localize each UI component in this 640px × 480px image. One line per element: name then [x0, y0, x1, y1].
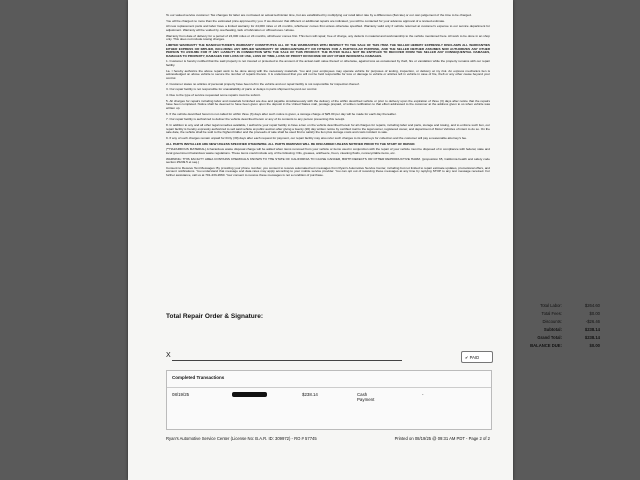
footer-printed-info: Printed on 08/19/25 @ 09:31 AM PDT - Page 2 of 2 [394, 436, 490, 441]
completed-transactions [166, 370, 492, 430]
transactions-heading: Completed Transactions [167, 371, 491, 388]
signature-mark: X [166, 352, 171, 359]
totals-label: BALANCE DUE: [530, 343, 562, 348]
terms-paragraph: 2. Customer states no articles of personal property have been left in the vehicle and our repair facility is not responsible for inspection thereof. [166, 81, 360, 86]
terms-paragraph: 1. Customer is hereby notified that the said property is not insured or protected to the amount of the actual cash value thereof or otherwise, against loss as occasioned by theft, fire or vandalism while the property remains with our repair facility. [166, 59, 490, 67]
totals-row [383, 302, 600, 310]
terms-paragraph: Warranty from date of delivery for a period of 24,000 miles or 24 months, whichever comes first. This item will repair, free of charge, any defects in material and workmanship to the vehicle mentioned here. All work to be done in an shop only. This does not include towing charges. [166, 33, 490, 42]
totals-value: -$26.46 [585, 319, 600, 324]
terms-paragraph: 3. Our repair facility is not responsible for unavailability of parts or delays in parts shipment beyond our control. [166, 87, 318, 92]
document-page [128, 0, 600, 480]
terms-paragraph: 5. All charges for repairs including labor and materials furnished are due and payable simultaneously with the delivery of the within described vehicle or prior to delivery upon the expiration of three (3) days after notice that the repairs have been completed. Notice shall be deemed to have been given upon the deposit in the United States mail, postage prepaid, of written notification to that effect addressed to the customer at the address given to us when vehicle was written up. [166, 98, 490, 110]
totals-label: Subtotal: [543, 327, 562, 332]
transaction-amount: $238.14 [302, 392, 318, 397]
totals-label: Grand Total: [537, 335, 562, 340]
paid-badge: ✔ PAID [461, 351, 493, 363]
totals-value: $0.00 [589, 311, 600, 316]
terms-paragraph: 6. If the vehicle described herein is not called for within three (3) days after such notice is given, a storage charge of $25.00 per day will be made for each day thereafter. [166, 111, 397, 116]
totals-row [383, 326, 600, 334]
terms-paragraph: 9. If any of such charges remain unpaid for thirty (30) days after each request for payment, our repair facility may also refer such charges to its attorneys for collection and the customer will pay a reasonable attorney's fee. [166, 135, 468, 140]
redacted-field [232, 392, 267, 397]
terms-section [166, 14, 490, 180]
terms-paragraph: All new replacement parts and labor have a limited warranty for 24,000 miles or 24 months, whichever comes first unless otherwise specified. Warranty valid only if vehicle returned at customer's expense to our service department for adjustment. Warranty will be voided by overheating, lack of lubrication or offroad uses / abuse. [166, 24, 490, 33]
terms-paragraph: 7. Our repair facility is authorized to deliver the vehicle described herein or any of its contents to any person presenting this receipt. [166, 117, 346, 122]
totals-label: Total Fees: [541, 311, 562, 316]
totals-row [383, 318, 600, 326]
terms-paragraph: To our valued service customer: Tax changes for labor are not based on actual technician time, but are established by multiplying our retail labor rate by a differences (flat rate) or our own judgement of the time to be charged. [166, 13, 472, 17]
terms-paragraph: WARNING: THIS FACILITY AREA CONTAINS CHEMICALS KNOWN TO THE STATE OF CALIFORNIA TO CAUSE CANCER, BIRTH DEFECTS OR OTHER REPRODUCTIVE HARM. (proposition 65, California health and safety code section 25249.5 et seq.) [166, 156, 490, 165]
transaction-row [167, 388, 491, 402]
totals-row [383, 342, 600, 350]
terms-paragraph: You will be charged no more than the estimated price approved by you. If we discover that different or additional repairs are indicated, you will be contacted for your advance approval of a revised estimate. [166, 18, 446, 23]
totals-value: $264.60 [584, 303, 600, 308]
totals-row [383, 334, 600, 342]
transaction-extra: - [422, 392, 424, 397]
terms-paragraph: 4. Due to the type of service requested some repairs must be submit. [166, 92, 261, 97]
totals-row [383, 310, 600, 318]
transaction-date: 08/19/25 [172, 392, 190, 397]
totals-title: Total Repair Order & Signature: [166, 313, 264, 320]
totals-label: Total Labor: [540, 303, 562, 308]
totals-value: $0.00 [589, 343, 600, 348]
terms-paragraph: LIMITED WARRANTY THE MANUFACTURER'S WARRANTY CONSTITUTES ALL OF THE WARRANTIES WITH RESPECT TO THE SALE OF THIS ITEM. THE SELLER HEREBY EXPRESSLY DISCLAIMS ALL WARRANTIES EITHER EXPRESS OR IMPLIED, INCLUDING ANY IMPLIED WARRANTY OF MERCHANTABILITY OR FITNESS FOR A PARTICULAR PURPOSE, AND THE SELLER NEITHER ASSUMES NOR AUTHORIZES ANY OTHER PERSON TO ASSUME FOR IT ANY LIABILITY IN CONNECTION WITH THE SALE OF THIS PRODUCT. THE BUYER SHALL NOT BE ENTITLED TO RECOVER FROM THE SELLER ANY CONSEQUENTIAL DAMAGES, DAMAGES TO PROPERTY, DAMAGES FOR LOSS OF USE, LOSS OF TIME, LOSS OF PROFIT OR INCOME OR ANY OTHER INCIDENTAL DAMAGES. [166, 43, 490, 58]
terms-paragraph: 8. In addition to any and all other legal remedies available, I authorize your repair facility to have a lien on the vehicle described herein for all charges for repairs, including labor and parts, storage and towing, and to enforce such lien, our repair facility is hereby expressly authorized to sell said vehicle at public auction after giving a twenty (20) day written notice by certified mail to the legal owner, registered owner, and department of Motor Vehicles of intent to do so. On the sale date, the vehicle shall be sold to the highest bidder and the proceeds of sale shall be used first to satisfy the lien plus storage costs and costs incident to sale. [166, 123, 490, 135]
totals-label: Discounts: [542, 319, 562, 324]
footer-shop-info: Ryan's Automotive Service Center (License No: B.A.R. ID: 309972) - RO # 57745 [166, 436, 317, 441]
transaction-method: Cash Payment [357, 392, 375, 402]
totals-value: $238.14 [584, 335, 600, 340]
terms-paragraph: 1a. I hereby authorize the above repair work to be done along with the necessary materials. You and your employees may operate vehicle for purposes of testing, inspection, or delivery at my risk. An express mechanics lien is acknowledged on above vehicle to secure the number of repairs thereto. It is understood that you will not be held responsible for loss or damage to vehicle or articles left in vehicle in case of fire, theft or any other cause beyond your control. [166, 68, 490, 80]
signature-line [172, 360, 402, 361]
terms-paragraph: ALL PARTS INSTALLED ARE NEW UNLESS SPECIFIED OTHERWISE. ALL PARTS REMOVED WILL BE DISCARDED UNLESS NOTIFIED PRIOR TO THE START OF REPAIR. [166, 141, 416, 146]
terms-paragraph: (**HAZARDOUS MATERIAL) A hazardous waste disposal charge will be added when items removed from your vehicle or items used in conjunction with the repair of your vehicle must be disposed of in compliance with federal, state and local government hazardous waste regulations. These items could include any of the following: Oils, greases, antifreeze, freon, cleaning fluids, nonrecyclable items, etc. [166, 147, 490, 155]
page-footer [166, 436, 490, 441]
totals-table [383, 302, 600, 350]
terms-paragraph: Consent to Receive Text Messages: By providing your phone number, you consent to receive automated text messages from Ryan's Automotive Service Center, including but not limited to repair estimate updates, promotional offers, and account notifications. You understand that message and data rates may apply according to your mobile service provider. You can opt out of receiving these messages at any time by replying STOP to any text message received. For further assistance, call us at 701-433-2660. Your consent to receive these messages is not a condition of purchase. [166, 165, 490, 177]
totals-value: $238.14 [584, 327, 600, 332]
